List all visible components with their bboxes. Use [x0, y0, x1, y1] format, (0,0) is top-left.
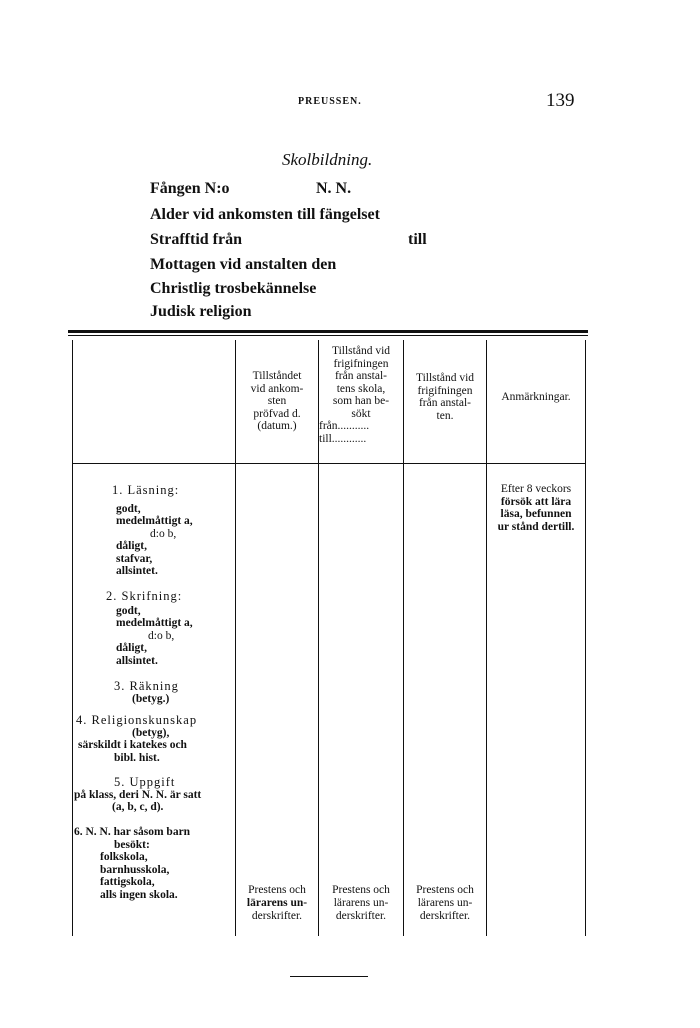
field-prisoner-number	[150, 180, 352, 198]
document-title: Skolbildning.	[282, 150, 373, 169]
signature-col-1: Prestens och lärarens un- derskrifter.	[246, 884, 308, 922]
column-header-school-release: Tillstånd vid frigifningen från anstal- tens skola, som han be- sökt från........... till............	[319, 345, 403, 445]
field-received: Mottagen vid anstalten den	[150, 256, 337, 273]
signature-col-3: Prestens och lärarens un- derskrifter.	[416, 884, 474, 922]
item-schooling: 6. N. N. har såsom barn besökt: folkskola, barnhusskola, fattigskola, alls ingen skola.	[74, 826, 191, 901]
item-reading: 1. Läsning: godt, medelmåttigt a, d:o b, dåligt, stafvar, allsintet.	[112, 483, 193, 577]
field-label: Fången N:o	[150, 180, 230, 197]
remark-reading: Efter 8 veckors försök att lära läsa, befunnen ur stånd dertill.	[497, 483, 575, 533]
item-religion: 4. Religionskunskap (betyg), särskildt i katekes och bibl. hist.	[76, 713, 198, 764]
field-age: Alder vid ankomsten till fängelset	[150, 206, 380, 223]
column-header-remarks: Anmärkningar.	[501, 391, 571, 403]
table-col-divider-3	[403, 340, 404, 936]
field-jewish: Judisk religion	[150, 303, 252, 320]
column-header-to: till............	[319, 432, 367, 445]
running-title: PREUSSEN.	[298, 96, 362, 107]
field-label: Strafftid från	[150, 231, 242, 248]
column-header-release: Tillstånd vid frigifningen från anstal- ten.	[415, 372, 475, 422]
table-border-right	[585, 340, 586, 936]
field-suffix: till	[408, 231, 427, 248]
column-header-from: från...........	[319, 420, 370, 432]
column-header-arrival: Tillståndet vid ankom- sten pröfvad d. (datum.)	[250, 370, 304, 432]
page-bottom-rule	[290, 976, 368, 977]
page-number: 139	[546, 90, 575, 111]
table-header-rule	[72, 463, 586, 464]
field-sentence	[150, 231, 440, 249]
table-top-thin-rule	[68, 335, 588, 336]
signature-col-2: Prestens och lärarens un- derskrifter.	[332, 884, 390, 922]
table-border-left	[72, 340, 73, 936]
field-value: N. N.	[316, 180, 352, 197]
item-writing: 2. Skrifning: godt, medelmåttigt a, d:o b, dåligt, allsintet.	[106, 589, 193, 667]
table-col-divider-4	[486, 340, 487, 936]
item-class: 5. Uppgift på klass, deri N. N. är satt (a, b, c, d).	[74, 775, 202, 813]
item-arithmetic: 3. Räkning (betyg.)	[114, 679, 179, 705]
field-christian: Christlig trosbekännelse	[150, 280, 317, 297]
table-top-thick-rule	[68, 330, 588, 333]
